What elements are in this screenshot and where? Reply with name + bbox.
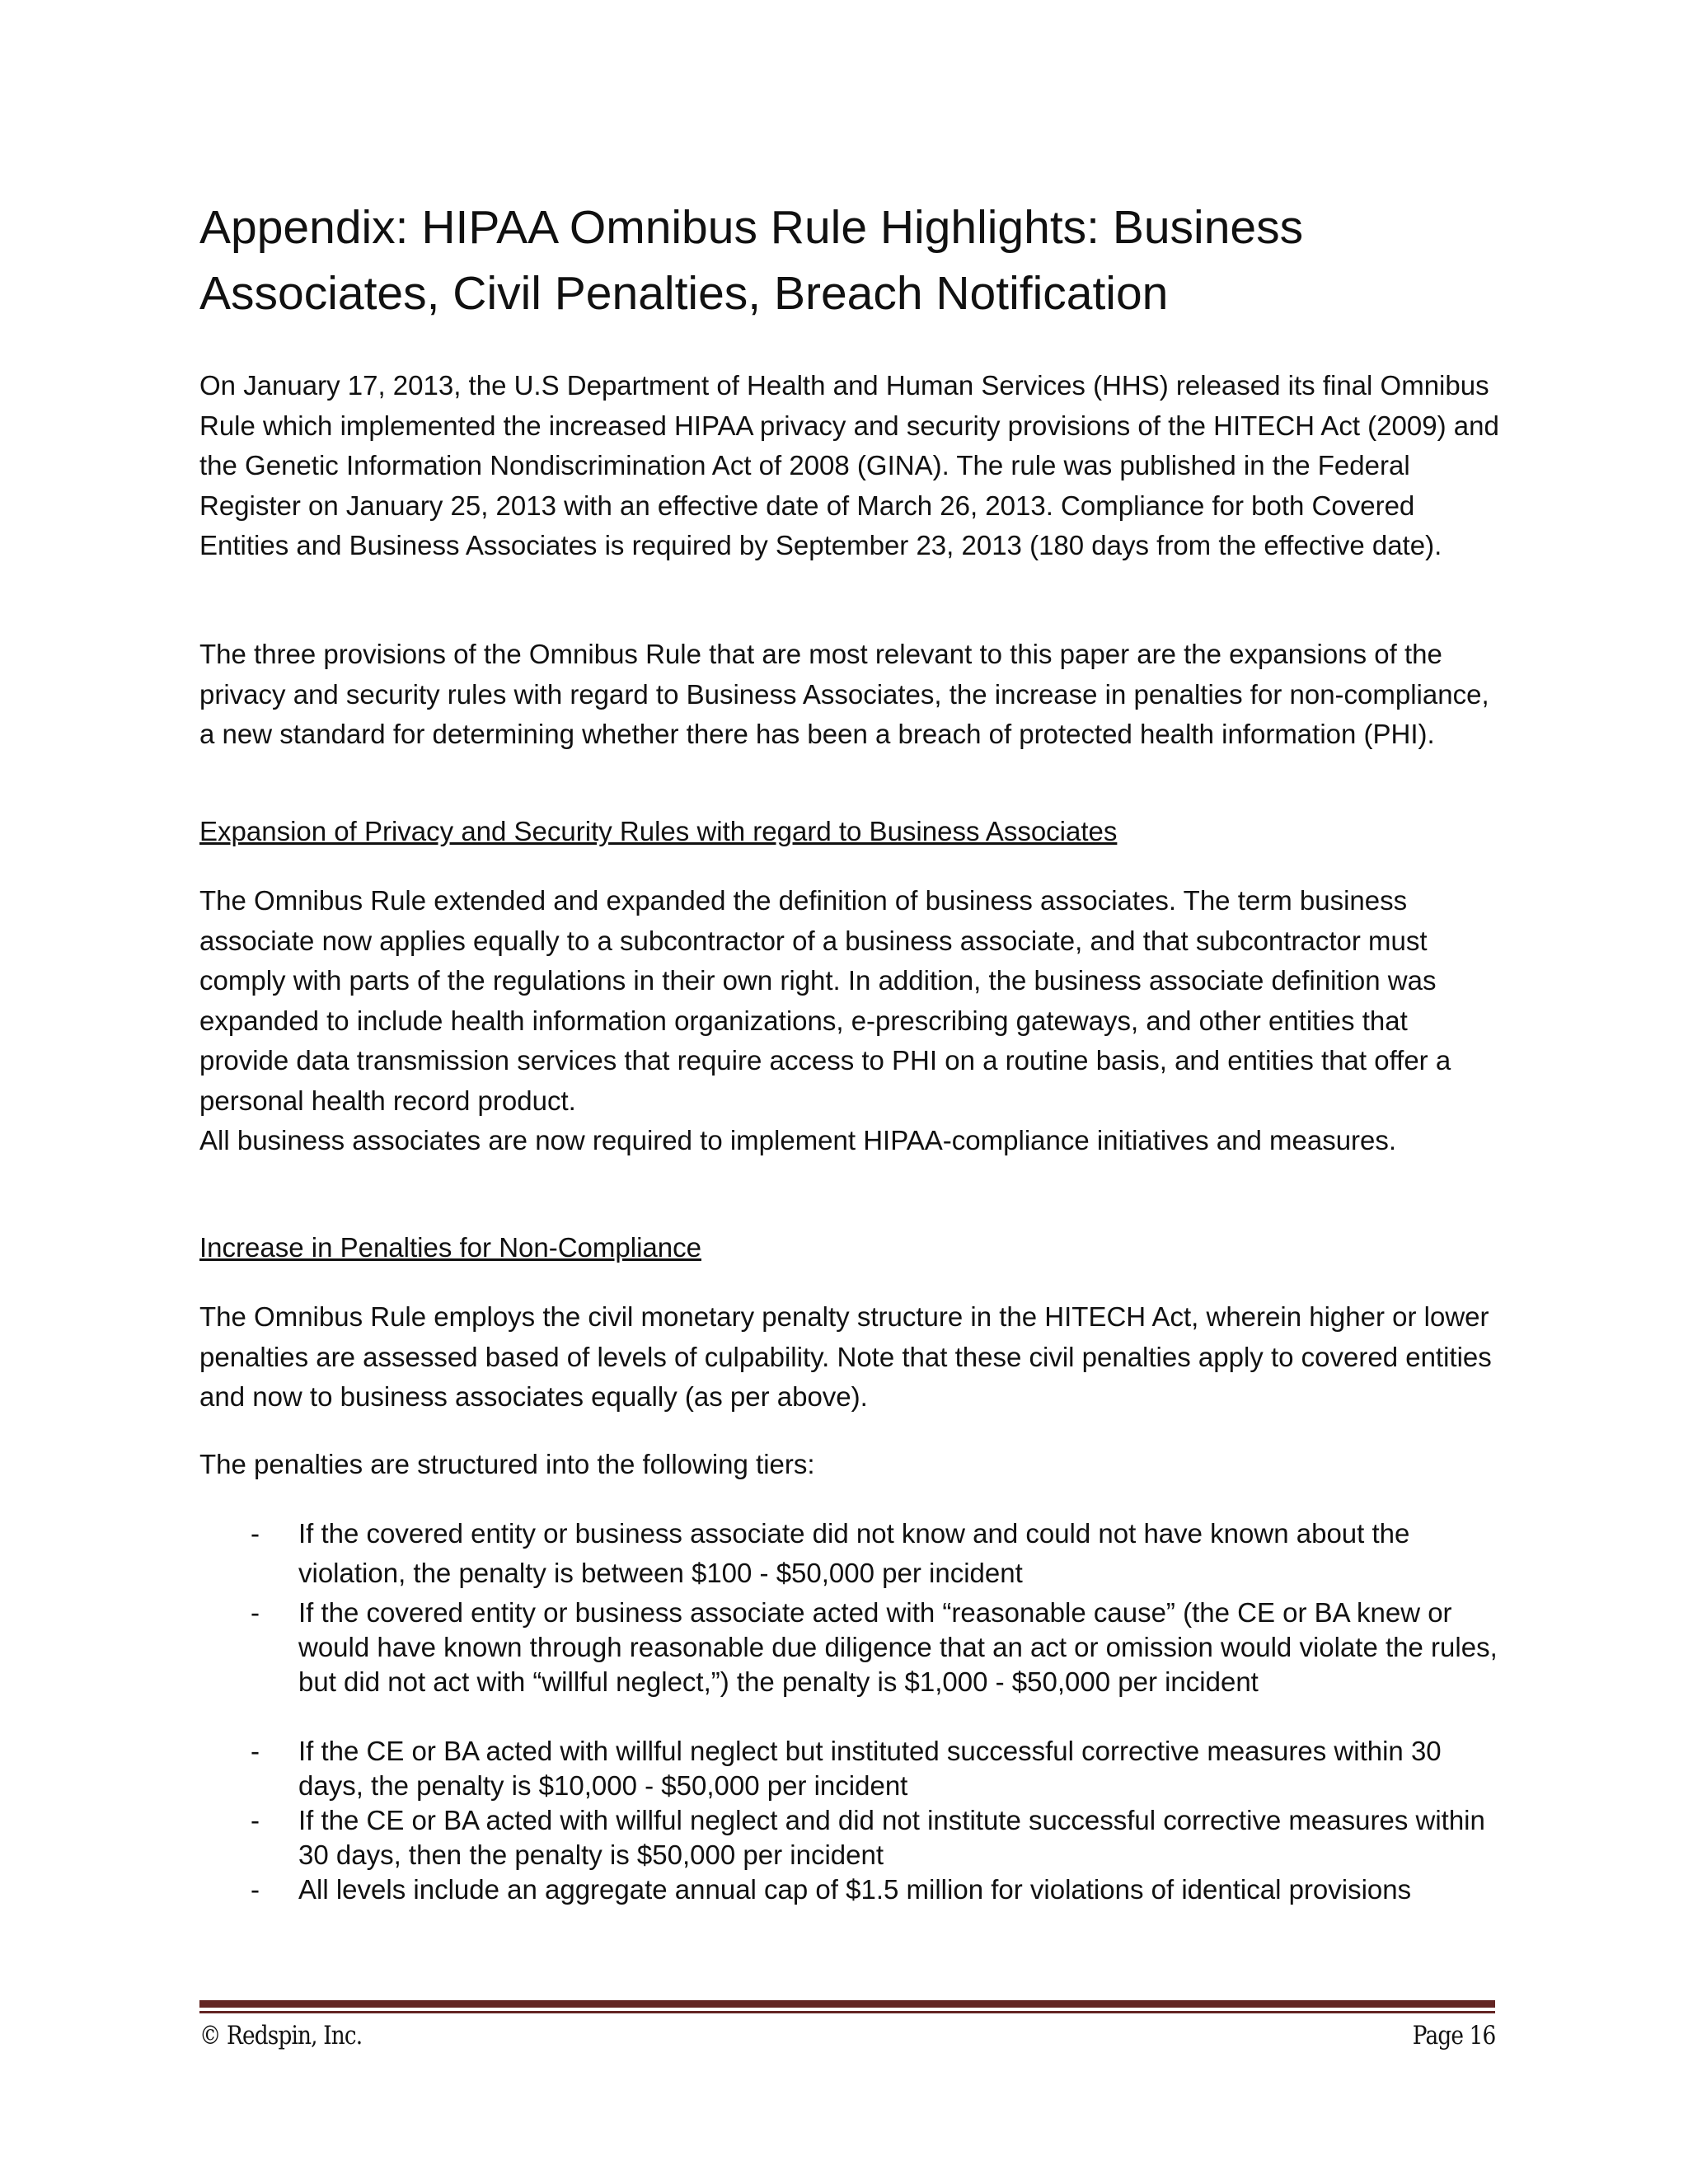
- business-associates-paragraph: The Omnibus Rule extended and expanded the definition of business associates. The term business associate now applies equally to a subcontractor of a business associate, and that subcontractor must comply with parts of the regulations in their own right. In addition, the business associate definition was expanded to include health information organizations, e-prescribing gateways, and other entities that provide data transmission services that require access to PHI on a routine basis, and entities that offer a personal health record product.: [199, 885, 1451, 1116]
- intro-paragraph: On January 17, 2013, the U.S Department of Health and Human Services (HHS) released its final Omnibus Rule which implemented the increased HIPAA privacy and security provisions of the HITECH Act (2009) and the Genetic Information Nondiscrimination Act of 2008 (GINA). The rule was published in the Federal Register on January 25, 2013 with an effective date of March 26, 2013. Compliance for both Covered Entities and Business Associates is required by September 23, 2013 (180 days from the effective date).: [199, 370, 1499, 560]
- penalties-paragraph: The Omnibus Rule employs the civil monetary penalty structure in the HITECH Act, wherein higher or lower penalties are assessed based of levels of culpability. Note that these civil penalties apply to covered entities and now to business associates equally (as per above).: [199, 1301, 1492, 1412]
- bullet-dash: -: [251, 1874, 260, 1905]
- section-heading-penalties: Increase in Penalties for Non-Compliance: [199, 1232, 701, 1263]
- bullet-dash: -: [251, 1597, 260, 1628]
- list-item: - If the covered entity or business associate acted with “reasonable cause” (the CE or BA knew or would have known through reasonable due diligence that an act or omission would violate the rules, but did not act with “willful neglect,”) the penalty is $1,000 - $50,000 per incident: [251, 1597, 1498, 1697]
- business-associates-paragraph-2: All business associates are now required to implement HIPAA-compliance initiatives and measures.: [199, 1125, 1397, 1155]
- bullet-dash: -: [251, 1736, 260, 1766]
- page-title: Appendix: HIPAA Omnibus Rule Highlights: Business Associates, Civil Penalties, Breach Notification: [199, 201, 1304, 320]
- list-item: - If the CE or BA acted with willful neglect and did not institute successful corrective measures within 30 days, then the penalty is $50,000 per incident: [251, 1805, 1485, 1870]
- footer-page-number: Page 16: [1412, 2021, 1495, 2050]
- footer-copyright: © Redspin, Inc.: [199, 2021, 363, 2050]
- footer-rule-thin: [199, 2011, 1495, 2013]
- list-item: - If the covered entity or business associate did not know and could not have known about the violation, the penalty is between $100 - $50,000 per incident: [251, 1514, 1503, 1593]
- provisions-paragraph: The three provisions of the Omnibus Rule that are most relevant to this paper are the expansions of the privacy and security rules with regard to Business Associates, the increase in penalties for non-compliance, a new standard for determining whether there has been a breach of protected health information (PHI).: [199, 639, 1489, 749]
- footer-rule: [199, 2000, 1495, 2008]
- tiers-intro: The penalties are structured into the following tiers:: [199, 1449, 815, 1479]
- bullet-dash: -: [251, 1518, 260, 1549]
- bullet-dash: -: [251, 1805, 260, 1835]
- list-item: - All levels include an aggregate annual cap of $1.5 million for violations of identical provisions: [251, 1872, 1503, 1907]
- list-item: - If the CE or BA acted with willful neglect but instituted successful corrective measures within 30 days, the penalty is $10,000 - $50,000 per incident: [251, 1736, 1442, 1801]
- section-heading-business-associates: Expansion of Privacy and Security Rules with regard to Business Associates: [199, 816, 1118, 846]
